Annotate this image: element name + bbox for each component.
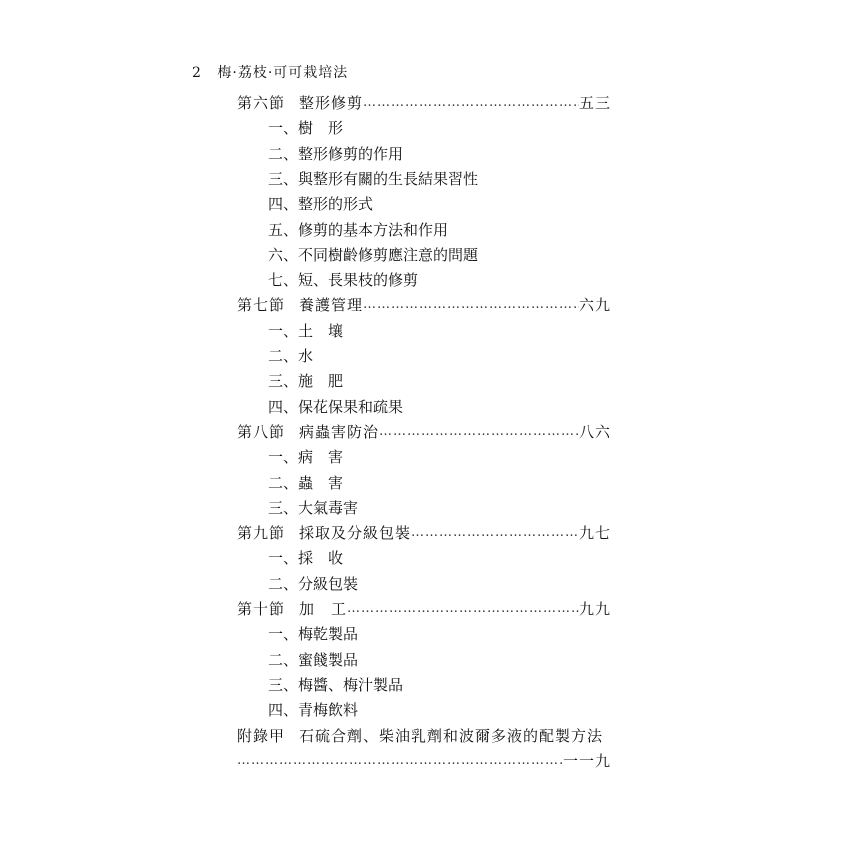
toc-item: 六、不同樹齡修剪應注意的問題 (268, 245, 479, 264)
section-label: 第六節 (237, 94, 286, 112)
section-page: 八六 (578, 422, 611, 441)
toc-item: 一、樹 形 (268, 119, 344, 138)
book-title: 梅·荔枝·可可栽培法 (217, 65, 349, 81)
section-title: 養護管理 (299, 296, 364, 315)
toc-section (237, 294, 611, 316)
dot-leader (363, 294, 579, 316)
section-page: 五三 (578, 94, 611, 112)
toc-item: 二、蜜餞製品 (268, 650, 359, 669)
section-title: 病蟲害防治 (299, 422, 380, 441)
toc-item: 五、修剪的基本方法和作用 (268, 220, 449, 239)
toc-section (237, 522, 611, 544)
dot-leader (411, 522, 579, 544)
page-number: 2 (192, 65, 202, 81)
appendix-title: 石硫合劑、柴油乳劑和波爾多液的配製方法 (299, 726, 604, 745)
toc-item: 二、分級包裝 (268, 574, 359, 593)
toc-item: 二、蟲 害 (268, 473, 344, 492)
toc-item: 四、保花保果和疏果 (268, 397, 404, 416)
section-page: 六九 (578, 296, 611, 315)
toc-appendix-continuation (237, 750, 611, 772)
running-head (192, 62, 348, 82)
dot-leader (379, 421, 579, 443)
section-label: 第十節 (237, 600, 286, 618)
appendix-page: 一一九 (562, 751, 611, 770)
section-title: 加 工 (299, 600, 348, 618)
toc-section (237, 598, 611, 620)
toc-item: 一、梅乾製品 (268, 625, 359, 644)
toc-item: 四、整形的形式 (268, 195, 374, 214)
appendix-label: 附錄甲 (237, 726, 286, 745)
toc-item: 三、與整形有關的生長結果習性 (268, 169, 479, 188)
section-title: 採取及分級包裝 (299, 524, 412, 543)
toc-item: 一、採 收 (268, 549, 344, 568)
section-title: 整形修剪 (299, 94, 364, 112)
toc-appendix (237, 725, 611, 747)
toc-item: 三、施 肥 (268, 372, 344, 391)
section-label: 第八節 (237, 422, 286, 441)
toc-item: 一、病 害 (268, 448, 344, 467)
section-page: 九七 (578, 524, 611, 543)
toc-item: 二、整形修剪的作用 (268, 144, 404, 163)
toc-item: 四、青梅飲料 (268, 701, 359, 720)
toc-item: 七、短、長果枝的修剪 (268, 271, 419, 290)
toc-section (237, 421, 611, 443)
section-page: 九九 (578, 600, 611, 618)
toc-item: 二、水 (268, 347, 314, 365)
section-label: 第九節 (237, 524, 286, 543)
toc-item: 一、土 壤 (268, 321, 344, 340)
dot-leader (363, 92, 579, 114)
toc-section (237, 92, 611, 114)
toc-item: 三、梅醬、梅汁製品 (268, 675, 404, 694)
dot-leader (347, 598, 579, 620)
section-label: 第七節 (237, 296, 286, 315)
dot-leader (237, 750, 563, 772)
toc-item: 三、大氣毒害 (268, 498, 359, 517)
